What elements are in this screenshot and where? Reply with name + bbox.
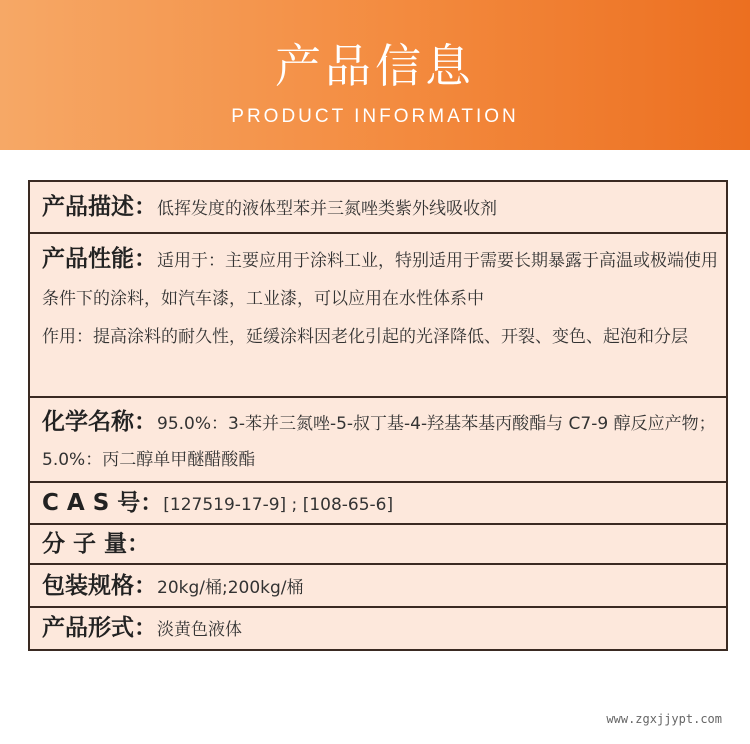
performance-label: 产品性能： — [42, 246, 157, 272]
page-title: 产品信息 — [275, 39, 475, 93]
row-packaging — [30, 563, 726, 606]
packaging-value: 20kg/桶;200kg/桶 — [157, 578, 304, 598]
form-value: 淡黄色液体 — [157, 620, 242, 640]
row-cas — [30, 481, 726, 523]
page-subtitle: PRODUCT INFORMATION — [231, 106, 519, 127]
row-performance — [30, 232, 726, 396]
chemical-name-label: 化学名称： — [42, 409, 157, 435]
description-label: 产品描述： — [42, 194, 157, 220]
packaging-label: 包装规格： — [42, 573, 157, 599]
molecular-weight-label: 分 子 量： — [42, 531, 151, 557]
performance-value: 适用于：主要应用于涂料工业，特别适用于需要长期暴露于高温或极端使用条件下的涂料，如汽车漆，工业漆，可以应用在水性体系中 — [42, 251, 718, 309]
cas-value: [127519-17-9] ; [108-65-6] — [163, 495, 394, 515]
performance-effect: 作用：提高涂料的耐久性，延缓涂料因老化引起的光泽降低、开裂、变色、起泡和分层 — [42, 327, 688, 347]
product-info-table — [28, 180, 728, 651]
cas-label: C A S 号： — [42, 490, 164, 516]
description-value: 低挥发度的液体型苯并三氮唑类紫外线吸收剂 — [157, 199, 497, 219]
watermark: www.zgxjjypt.com — [606, 712, 722, 726]
row-form — [30, 606, 726, 649]
header-banner — [0, 0, 750, 150]
chemical-name-value: 95.0%：3-苯并三氮唑-5-叔丁基-4-羟基苯基丙酸酯与 C7-9 醇反应产物； 5.0%：丙二醇单甲醚醋酸酯 — [42, 414, 716, 470]
row-molecular-weight — [30, 523, 726, 563]
form-label: 产品形式： — [42, 615, 157, 641]
row-description — [30, 182, 726, 232]
row-chemical-name — [30, 396, 726, 481]
